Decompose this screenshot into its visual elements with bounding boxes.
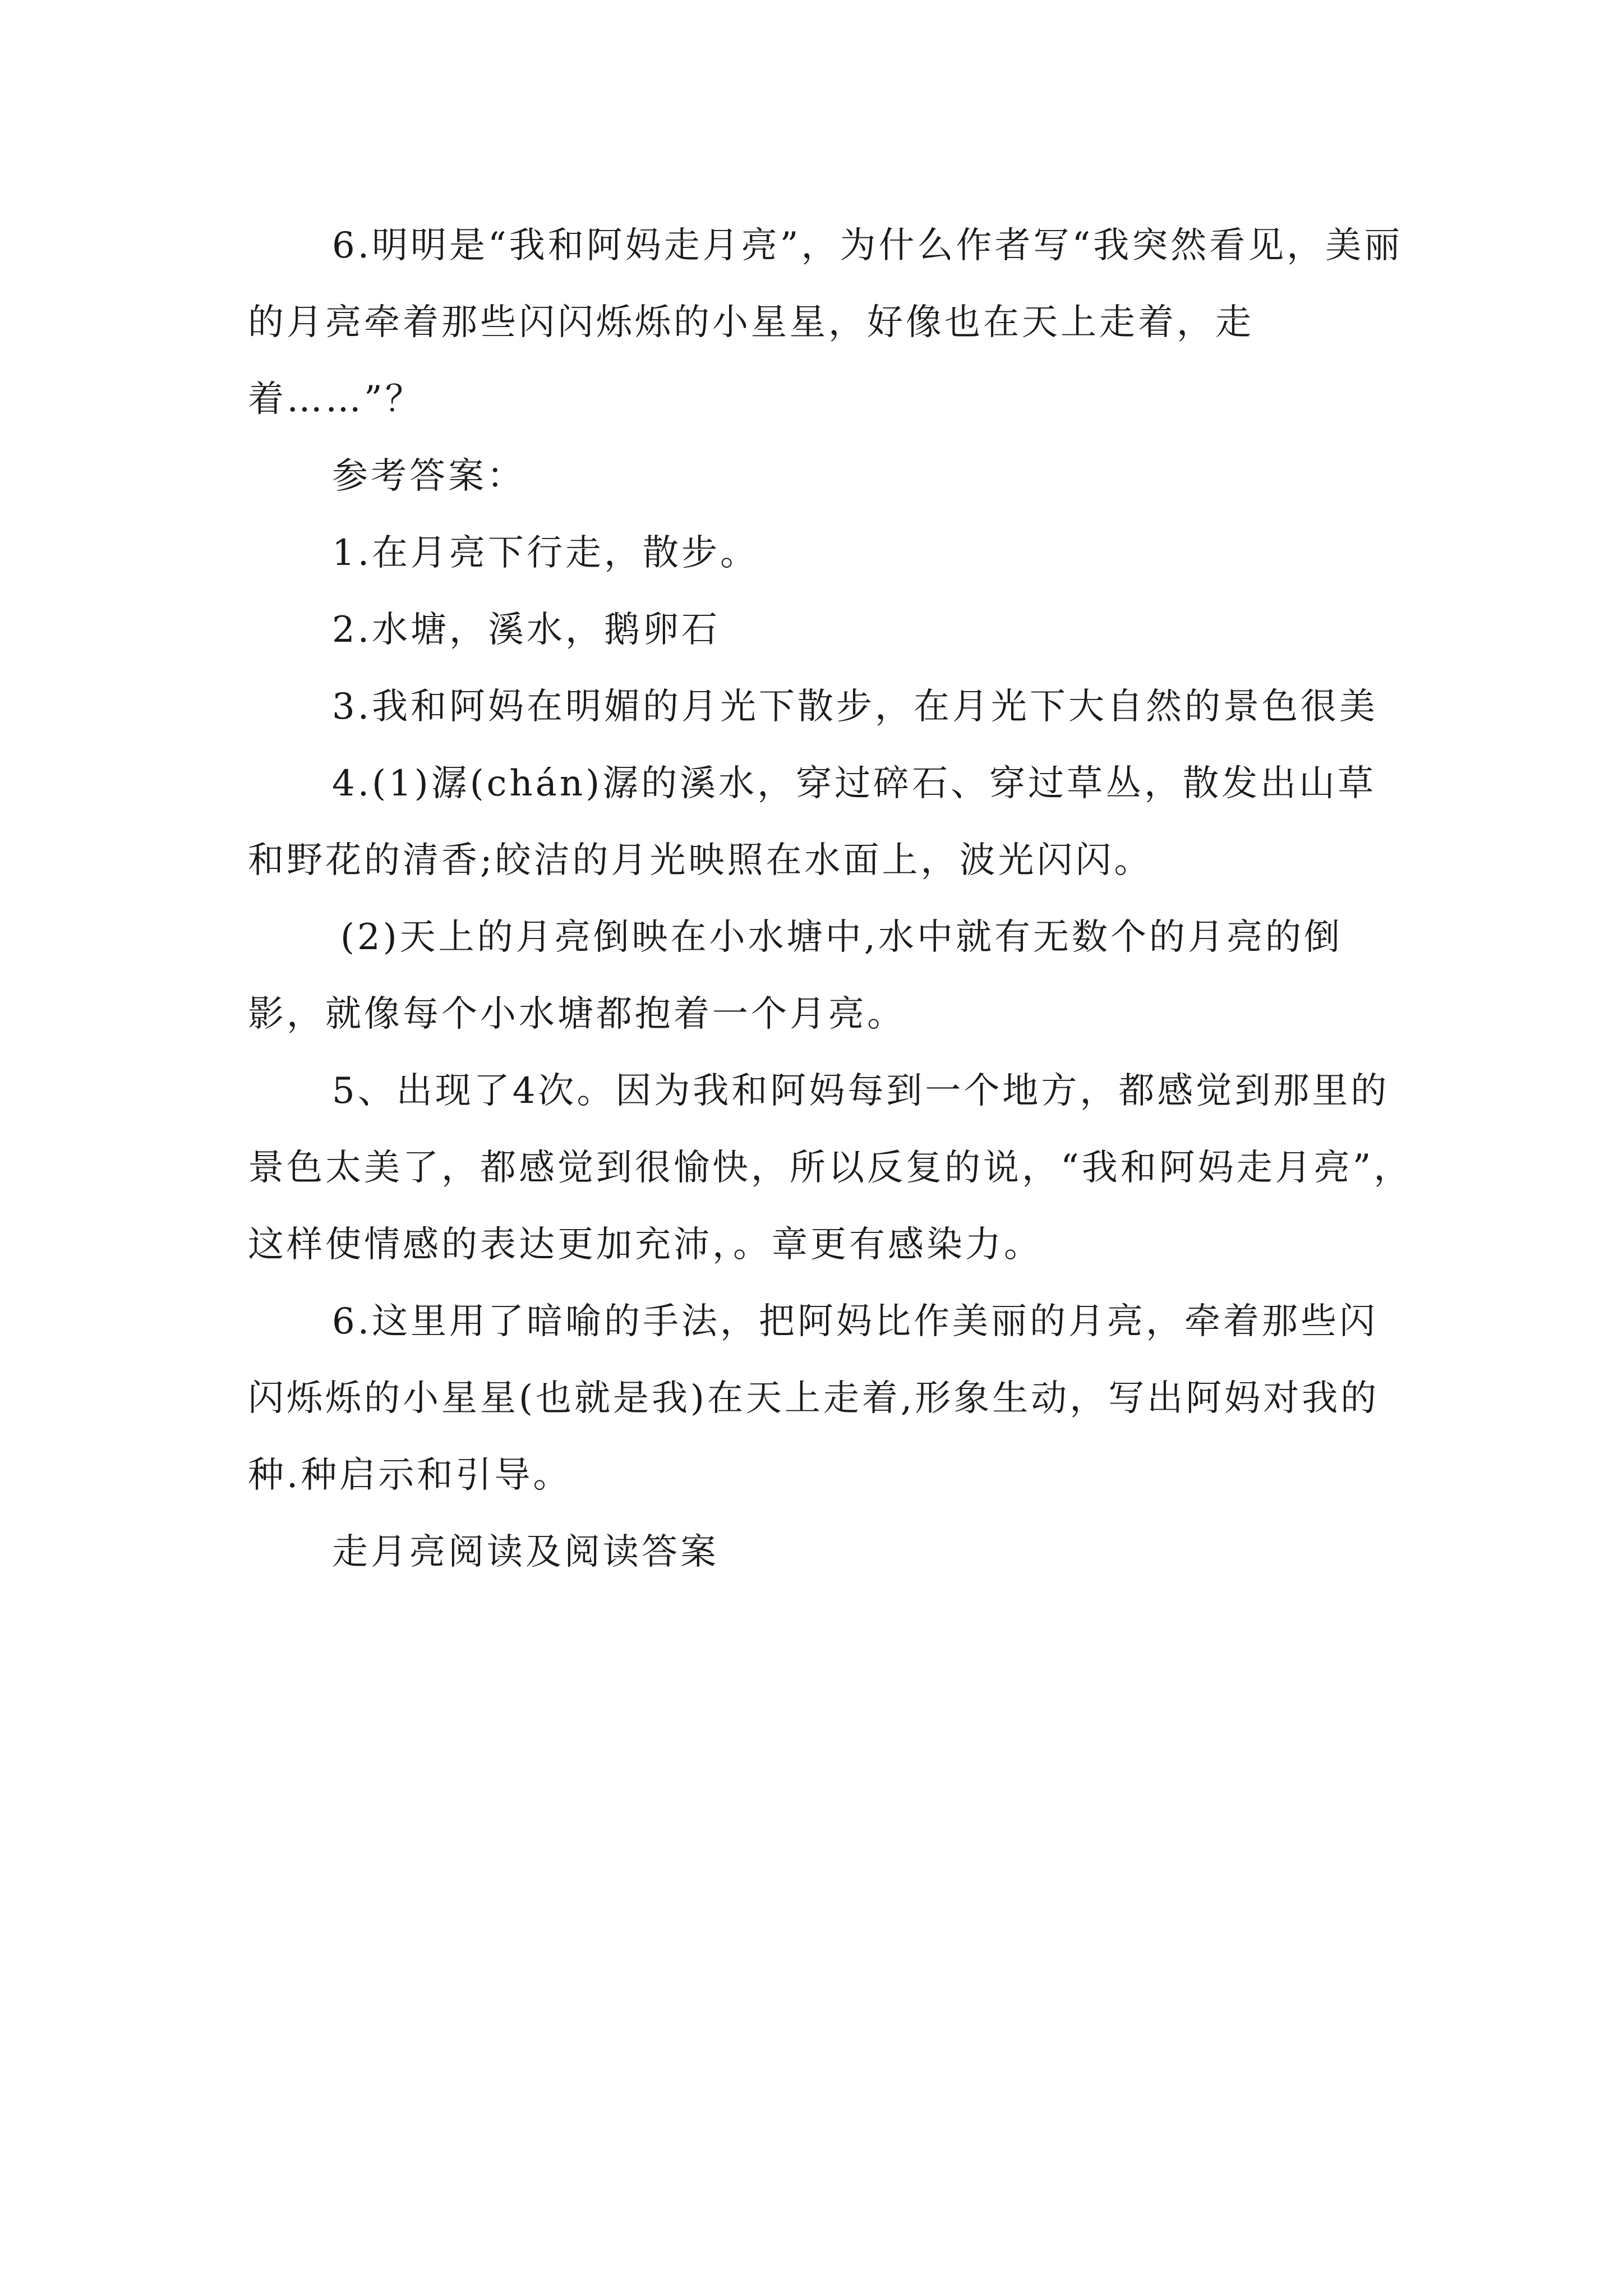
answer-3: 3.我和阿妈在明媚的月光下散步，在月光下大自然的景色很美 bbox=[332, 686, 1378, 728]
document-body bbox=[248, 208, 1414, 1591]
footer-title: 走月亮阅读及阅读答案 bbox=[332, 1531, 719, 1573]
question-6: 6.明明是“我和阿妈走月亮”，为什么作者写“我突然看见，美丽的月亮牵着那些闪闪烁烁的小星星，好像也在天上走着，走着……”？ bbox=[248, 225, 1403, 420]
answer-4-1: 4.(1)潺(chán)潺的溪水，穿过碎石、穿过草丛，散发出山草和野花的清香;皎洁的月光映照在水面上，波光闪闪。 bbox=[248, 763, 1377, 881]
answer-4-2: (2)天上的月亮倒映在小水塘中,水中就有无数个的月亮的倒影，就像每个小水塘都抱着一个月亮。 bbox=[248, 917, 1343, 1035]
answer-2: 2.水塘，溪水，鹅卵石 bbox=[332, 609, 721, 651]
answer-heading: 参考答案： bbox=[332, 455, 525, 497]
answer-1: 1.在月亮下行走，散步。 bbox=[332, 532, 759, 574]
answer-5: 5、出现了4次。因为我和阿妈每到一个地方，都感觉到那里的景色太美了，都感觉到很愉快，所以反复的说，“我和阿妈走月亮”，这样使情感的表达更加充沛，。章更有感染力。 bbox=[248, 1070, 1413, 1266]
answer-6: 6.这里用了暗喻的手法，把阿妈比作美丽的月亮，牵着那些闪闪烁烁的小星星(也就是我)在天上走着,形象生动，写出阿妈对我的种.种启示和引导。 bbox=[248, 1301, 1380, 1496]
